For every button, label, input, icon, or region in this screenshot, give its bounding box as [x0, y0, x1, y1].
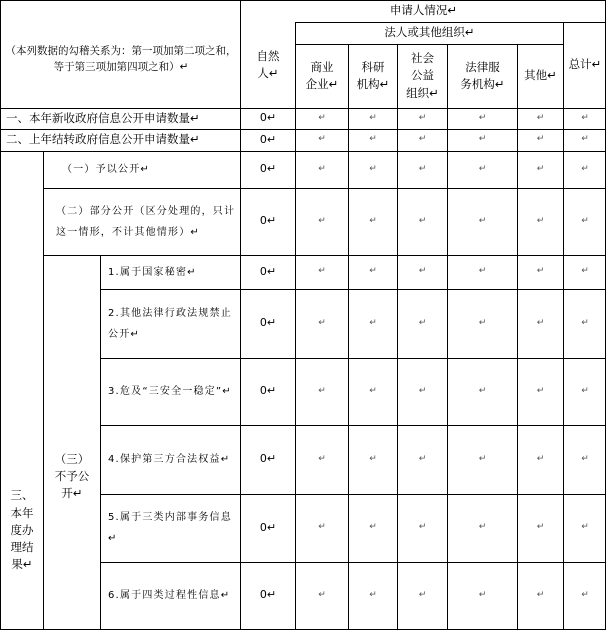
cell-empty: ↵: [369, 215, 377, 226]
header-research: 科研 机构↵: [356, 59, 390, 91]
cell-empty: ↵: [418, 453, 427, 464]
cell-empty: ↵: [318, 522, 326, 533]
row-label-process-info: 6.属于四类过程性信息↵: [108, 590, 231, 601]
cell-value-zero: 0↵: [259, 384, 277, 398]
cell-empty: ↵: [318, 453, 326, 464]
cell-empty: ↵: [318, 112, 326, 123]
cell-empty: ↵: [418, 589, 427, 600]
cell-empty: ↵: [581, 453, 589, 464]
section-label-results: 三、 本年 度办 理结 果↵: [10, 488, 34, 572]
header-natural-person: 自然 人↵: [256, 48, 280, 80]
cell-value-zero: 0↵: [259, 316, 277, 330]
cell-value-zero: 0↵: [259, 452, 277, 466]
row-label-endangers-security: 3.危及“三安全一稳定”↵: [108, 386, 232, 397]
cell-empty: ↵: [478, 589, 487, 600]
header-applicant-situation: 申请人情况↵: [389, 3, 458, 18]
cell-empty: ↵: [536, 134, 545, 145]
header-legal-service: 法律服 务机构↵: [460, 59, 505, 91]
cell-empty: ↵: [418, 317, 427, 328]
cell-value-zero: 0↵: [259, 588, 277, 602]
cell-empty: ↵: [478, 317, 487, 328]
cell-empty: ↵: [478, 112, 487, 123]
cell-value-zero: 0↵: [259, 162, 277, 176]
header-other: 其他↵: [524, 68, 557, 83]
cell-empty: ↵: [536, 453, 545, 464]
row-label-prohibited-by-law: 2.其他法律行政法规禁止公开↵: [108, 307, 232, 340]
cell-value-zero: 0↵: [259, 132, 277, 146]
cell-empty: ↵: [418, 385, 427, 396]
cell-empty: ↵: [478, 266, 487, 277]
cell-empty: ↵: [536, 522, 545, 533]
cell-empty: ↵: [369, 163, 377, 174]
cell-empty: ↵: [418, 163, 427, 174]
cell-value-zero: 0↵: [259, 264, 277, 278]
cell-empty: ↵: [418, 112, 427, 123]
cell-empty: ↵: [581, 385, 589, 396]
cell-empty: ↵: [536, 215, 545, 226]
header-public-welfare: 社会 公益 组织↵: [406, 51, 439, 100]
cell-empty: ↵: [478, 385, 487, 396]
cell-empty: ↵: [318, 134, 326, 145]
cell-value-zero: 0↵: [259, 214, 277, 228]
cell-empty: ↵: [581, 215, 589, 226]
cell-empty: ↵: [536, 266, 545, 277]
row-label-internal-affairs: 5.属于三类内部事务信息↵: [108, 512, 232, 544]
row-label-state-secret: 1.属于国家秘密↵: [108, 266, 197, 278]
header-legal-or-other-org: 法人或其他组织↵: [384, 25, 475, 40]
cell-empty: ↵: [478, 215, 487, 226]
header-total: 总计↵: [568, 57, 602, 72]
header-business: 商业 企业↵: [305, 59, 339, 91]
cell-empty: ↵: [418, 266, 427, 277]
row-label-third-party-rights: 4.保护第三方合法权益↵: [108, 454, 231, 465]
cell-empty: ↵: [318, 215, 326, 226]
cell-empty: ↵: [581, 589, 589, 600]
cell-empty: ↵: [536, 163, 545, 174]
cell-empty: ↵: [581, 266, 589, 277]
header-note: （本列数据的勾稽关系为：第一项加第二项之和，等于第三项加第四项之和）↵: [5, 45, 237, 73]
cell-empty: ↵: [369, 134, 377, 145]
row-label-disclosed: （一）予以公开↵: [62, 164, 150, 175]
cell-empty: ↵: [318, 317, 326, 328]
row-label-carried-over: 二、上年结转政府信息公开申请数量↵: [6, 132, 200, 147]
cell-empty: ↵: [536, 385, 545, 396]
cell-empty: ↵: [418, 522, 427, 533]
cell-empty: ↵: [536, 317, 545, 328]
row-label-partially-disclosed: （二）部分公开（区分处理的，只计这一情形，不计其他情形）↵: [56, 205, 236, 238]
row-label-not-disclosed: （三） 不予公 开↵: [54, 451, 90, 501]
cell-empty: ↵: [581, 112, 589, 123]
cell-empty: ↵: [418, 215, 427, 226]
cell-empty: ↵: [318, 163, 326, 174]
cell-empty: ↵: [478, 522, 487, 533]
cell-empty: ↵: [369, 266, 377, 277]
cell-empty: ↵: [478, 134, 487, 145]
cell-empty: ↵: [478, 453, 487, 464]
cell-empty: ↵: [369, 385, 377, 396]
cell-empty: ↵: [478, 163, 487, 174]
cell-empty: ↵: [369, 453, 377, 464]
cell-empty: ↵: [581, 163, 589, 174]
cell-empty: ↵: [536, 112, 545, 123]
cell-empty: ↵: [536, 589, 545, 600]
cell-empty: ↵: [318, 266, 326, 277]
cell-empty: ↵: [418, 134, 427, 145]
cell-empty: ↵: [318, 589, 326, 600]
row-label-new-requests: 一、本年新收政府信息公开申请数量↵: [6, 110, 200, 125]
cell-value-zero: 0↵: [259, 111, 277, 125]
cell-empty: ↵: [369, 589, 377, 600]
cell-empty: ↵: [581, 317, 589, 328]
cell-empty: ↵: [369, 317, 377, 328]
cell-empty: ↵: [369, 112, 377, 123]
cell-empty: ↵: [369, 522, 377, 533]
cell-empty: ↵: [581, 134, 589, 145]
cell-value-zero: 0↵: [259, 520, 277, 534]
cell-empty: ↵: [581, 522, 589, 533]
cell-empty: ↵: [318, 385, 326, 396]
